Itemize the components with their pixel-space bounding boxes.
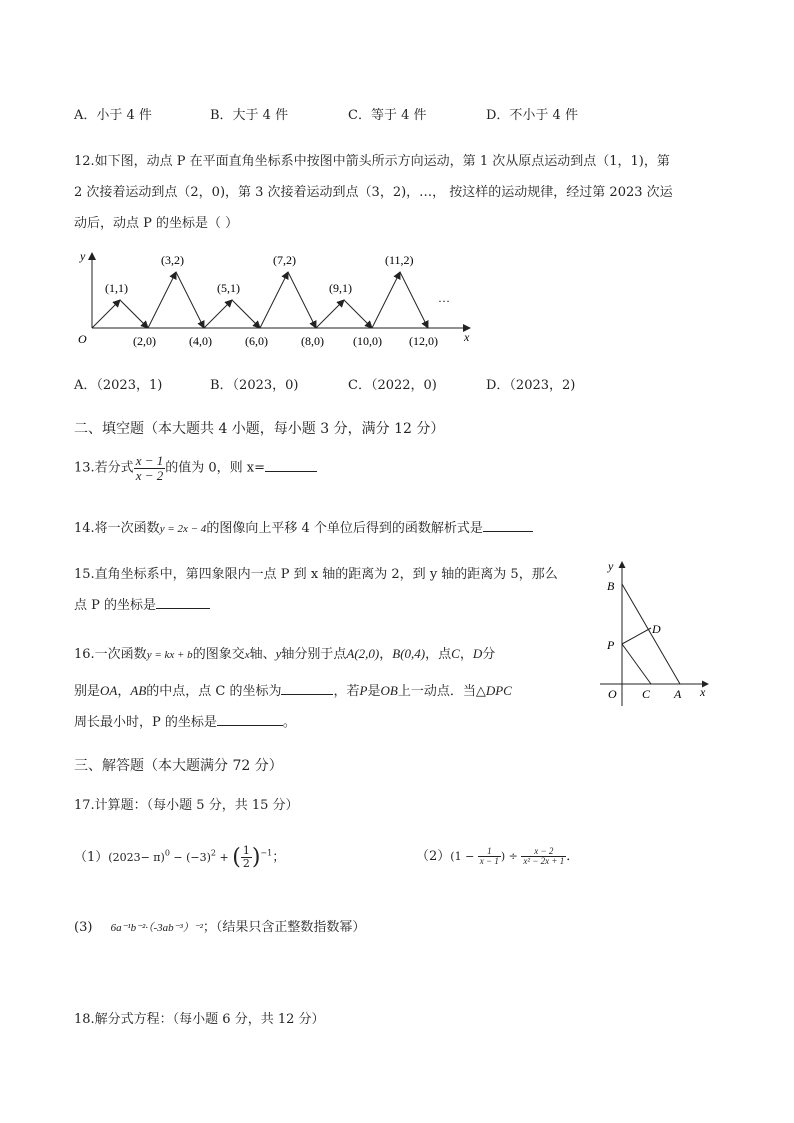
q16-point-a: A(2,0)	[346, 646, 380, 661]
q17-part1-expr: +	[216, 851, 233, 864]
q16-text: 是	[367, 684, 381, 699]
q13-suffix: 的值为 0，则 x=	[165, 460, 265, 476]
q16-var: C	[451, 646, 460, 661]
q16-text: 分	[482, 647, 496, 662]
q16-text: 的图象交	[192, 647, 245, 662]
q16-c-answer-blank[interactable]	[281, 682, 333, 695]
q15-line1: 15.直角坐标系中，第四象限内一点 P 到 x 轴的距离为 2，到 y 轴的距离为 5，那么	[74, 567, 558, 582]
zigzag-path	[92, 272, 428, 328]
q17-part2-end: ．	[566, 849, 580, 864]
zigzag-segment	[120, 300, 148, 328]
q16-text: ，若	[333, 684, 360, 699]
q11-option-d: D．不小于 4 件	[486, 108, 578, 123]
y-axis-label: y	[80, 249, 86, 263]
q17-part1-label: （1）	[74, 850, 109, 865]
q12-option-c: C．（2022，0)	[348, 378, 437, 393]
zigzag-segment	[232, 300, 260, 328]
q17-part1-expr: (2023− π)	[108, 851, 165, 864]
peak-label: (3,2)	[161, 253, 184, 267]
q14-formula: y = 2x − 4	[159, 523, 207, 535]
q17-part1-exp: −1	[260, 848, 273, 858]
q16-text: 轴分别于点	[281, 647, 347, 662]
question-14	[74, 517, 533, 536]
segment-pc	[622, 644, 651, 684]
zigzag-segment	[260, 272, 288, 328]
x-axis-label: x	[464, 330, 470, 344]
fig-label-o: O	[608, 687, 617, 701]
q17-part2-den: x − 1	[479, 856, 499, 866]
q17-part1-end: ；	[272, 850, 286, 865]
segment-pd	[622, 628, 651, 644]
q11-option-a: A．小于 4 件	[74, 108, 152, 123]
q16-text: 上一动点．当△	[397, 684, 486, 699]
zigzag-segment	[204, 300, 232, 328]
q16-text: ，	[379, 647, 393, 662]
q12-line1: 12.如下图，动点 P 在平面直角坐标系中按图中箭头所示方向运动，第 1 次从原点运动到点（1，1)，第	[74, 154, 670, 169]
q17-part1-exp: 2	[210, 848, 217, 858]
q17-part2-num: x − 2	[521, 847, 566, 857]
bottom-label: (4,0)	[189, 334, 212, 348]
q13-denominator: x − 2	[135, 467, 164, 483]
zigzag-segment	[344, 300, 372, 328]
q16-text: 。	[282, 715, 296, 730]
peak-label: (1,1)	[105, 281, 128, 295]
q12-option-a: A．（2023，1)	[74, 378, 163, 393]
q15-line2	[74, 594, 210, 613]
q17-title: 17.计算题：（每小题 5 分，共 15 分）	[74, 798, 299, 813]
q16-var: x	[244, 649, 250, 661]
q12-option-d: D．（2023，2)	[486, 378, 576, 393]
q14-suffix: 的图像向上平移 4 个单位后得到的函数解析式是	[206, 521, 483, 536]
q16-line3	[74, 711, 296, 730]
q12-line2: 2 次接着运动到点（2，0)，第 3 次接着运动到点（3，2)，…， 按这样的运动规律，经过第 2023 次运	[74, 185, 673, 200]
q16-var: y	[275, 646, 282, 661]
q17-part2-fraction2	[521, 847, 566, 867]
q12-zigzag-figure	[70, 245, 480, 350]
q17-part2-den: x² − 2x + 1	[523, 856, 565, 866]
fig-label-y: y	[608, 559, 614, 573]
q16-var: OB	[380, 683, 398, 698]
q17-part1-exp: 0	[164, 848, 170, 858]
q17-part3	[74, 916, 365, 935]
q16-formula: y = kx + b	[146, 649, 193, 661]
q17-part3-end: ；（结果只含正整数指数幂）	[202, 920, 366, 935]
question-18: 18.解分式方程：（每小题 6 分，共 12 分）	[74, 1012, 325, 1027]
q16-var: DPC	[485, 683, 512, 698]
q17-part2-fraction1	[478, 847, 501, 867]
line-ab	[622, 584, 680, 684]
peak-label: (5,1)	[217, 281, 240, 295]
q17-part2-expr: (1 −	[450, 850, 478, 863]
q16-text: ，点	[425, 647, 452, 662]
fig-label-d: D	[652, 622, 661, 636]
q11-option-b: B．大于 4 件	[210, 108, 289, 123]
q16-text: ，	[117, 684, 131, 699]
q17-part1-den: 2	[242, 857, 250, 870]
zigzag-segment	[400, 272, 428, 328]
section-2-heading: 二、填空题（本大题共 4 小题，每小题 3 分，满分 12 分）	[74, 421, 445, 437]
bottom-label: (6,0)	[245, 334, 268, 348]
q16-point-b: B(0,4)	[392, 646, 426, 661]
q17-part2	[416, 845, 579, 866]
zigzag-segment	[148, 272, 176, 328]
bottom-label: (8,0)	[301, 334, 324, 348]
q16-text: 别是	[74, 684, 101, 699]
q12-option-b: B．（2023，0)	[210, 378, 299, 393]
q17-part1-num: 1	[242, 844, 250, 858]
q13-numerator: x − 1	[135, 453, 164, 468]
q17-part2-expr: ) ÷	[500, 850, 522, 863]
fig-label-a: A	[674, 687, 682, 701]
bottom-label: (10,0)	[353, 334, 382, 348]
zigzag-segment	[316, 300, 344, 328]
q16-text: 16.一次函数	[74, 647, 147, 662]
q16-line2	[74, 680, 512, 699]
peak-labels	[105, 253, 414, 295]
q15-line2-text: 点 P 的坐标是	[74, 598, 157, 613]
zigzag-segment	[92, 300, 120, 328]
ellipsis: …	[438, 291, 450, 305]
q16-triangle-figure	[596, 556, 714, 708]
peak-label: (7,2)	[273, 253, 296, 267]
q13-fraction	[134, 454, 166, 482]
q16-var: D	[472, 646, 483, 661]
q16-p-answer-blank[interactable]	[217, 713, 283, 726]
fig-label-p: P	[607, 638, 615, 652]
fig-label-x: x	[700, 685, 706, 699]
q16-text: 周长最小时，P 的坐标是	[74, 715, 217, 730]
section-3-heading: 三、解答题（本大题满分 72 分）	[74, 758, 283, 774]
q13-answer-blank[interactable]	[265, 459, 317, 472]
peak-label: (9,1)	[329, 281, 352, 295]
q16-text: 轴、	[249, 647, 276, 662]
fig-label-c: C	[642, 687, 651, 701]
q14-answer-blank[interactable]	[483, 519, 533, 532]
zigzag-segment	[288, 272, 316, 328]
q17-part3-label: (3)	[74, 920, 93, 935]
zigzag-segment	[176, 272, 204, 328]
q15-answer-blank[interactable]	[156, 596, 210, 609]
q17-part1: $(1)(2023- \pi)^0 - (-3)^2$ + ( $\frac{1}{2}$ )$^{-1}$；	[74, 844, 286, 870]
q17-part2-num: 1	[478, 847, 501, 857]
bottom-label: (12,0)	[409, 334, 438, 348]
origin-label: O	[78, 332, 87, 346]
q16-var: OA	[100, 683, 118, 698]
question-13	[74, 454, 317, 482]
q16-line1	[74, 643, 495, 662]
q16-var: P	[359, 683, 368, 698]
q14-prefix: 14.将一次函数	[74, 521, 160, 536]
q11-option-c: C．等于 4 件	[348, 108, 427, 123]
q17-part3-expr: 6a⁻¹b⁻²·（-3ab⁻³）⁻²	[110, 922, 203, 934]
q12-line3: 动后，动点 P 的坐标是（ ）	[74, 216, 239, 231]
q17-part1-expr: − (−3)	[169, 851, 211, 864]
q16-var: AB	[130, 683, 147, 698]
q16-text: 的中点，点 C 的坐标为	[146, 684, 282, 699]
bottom-labels	[133, 334, 438, 348]
q17-part2-label: （2）	[416, 849, 451, 864]
fig-label-b: B	[607, 579, 615, 593]
bottom-label: (2,0)	[133, 334, 156, 348]
q17-part1-fraction	[241, 845, 252, 869]
peak-label: (11,2)	[385, 253, 414, 267]
q16-text: ，	[459, 647, 473, 662]
q13-prefix: 13.若分式	[74, 460, 134, 476]
zigzag-segment	[372, 272, 400, 328]
